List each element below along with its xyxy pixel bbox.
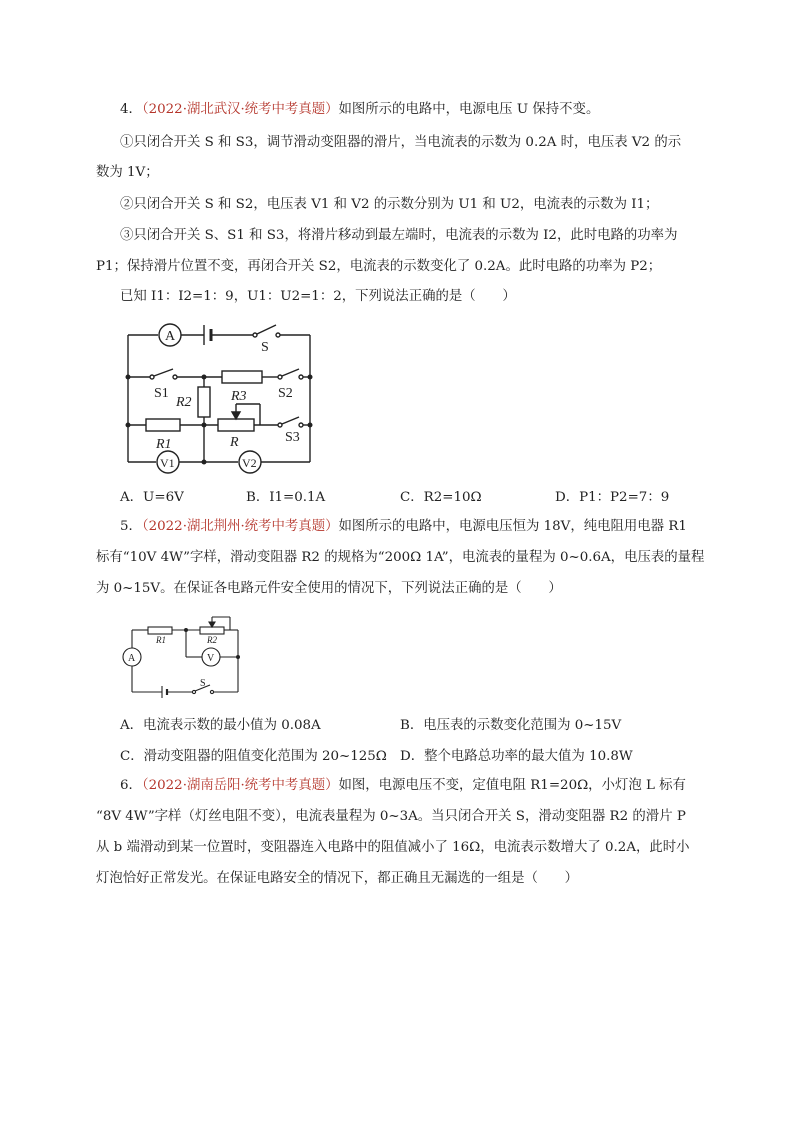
q5-circuit-diagram [120,612,246,698]
q4-line-1 [120,100,599,120]
q5-line-2: 标有“10V 4W”字样，滑动变阻器 R2 的规格为“200Ω 1A”，电流表的量程为 0~0.6A，电压表的量程 [96,550,705,565]
q4-condition-3a: ③只闭合开关 S、S1 和 S3，将滑片移动到最左端时，电流表的示数为 I2，此时电路的功率为 [120,228,678,243]
q5-r1-label: R1 [156,635,166,645]
q4-switch-s1-label: S1 [154,386,169,401]
q6-source: （2022·湖南岳阳·统考中考真题） [141,778,339,793]
q5-switch-label: S [200,678,206,689]
q6-text-1: 如图，电源电压不变，定值电阻 R1=20Ω，小灯泡 L 标有 [338,778,686,793]
q4-r-label: R [230,435,239,450]
q6-line-1 [120,776,686,796]
q5-r2-label: R2 [207,635,217,645]
q5-line-3: 为 0~15V。在保证各电路元件安全使用的情况下，下列说法正确的是（ ） [96,581,562,596]
q5-option-d[interactable]: D．整个电路总功率的最大值为 10.8W [400,749,633,764]
q4-source: （2022·湖北武汉·统考中考真题） [141,102,339,117]
q5-number: 5． [120,519,142,534]
q5-option-a[interactable]: A．电流表示数的最小值为 0.08A [120,718,321,733]
q4-condition-1a: ①只闭合开关 S 和 S3，调节滑动变阻器的滑片，当电流表的示数为 0.2A 时，电压表 V2 的示 [120,135,682,150]
q5-line-1 [120,517,687,537]
q4-r1-label: R1 [156,437,172,452]
q6-line-2: “8V 4W”字样（灯丝电阻不变），电流表量程为 0~3A。当只闭合开关 S，滑动变阻器 R2 的滑片 P [96,809,686,824]
q5-source: （2022·湖北荆州·统考中考真题） [141,519,339,534]
q5-text-1: 如图所示的电路中，电源电压恒为 18V，纯电阻用电器 R1 [338,519,687,534]
q4-option-d[interactable]: D．P1：P2=7：9 [555,490,670,505]
q4-option-b[interactable]: B．I1=0.1A [246,490,326,505]
q6-line-4: 灯泡恰好正常发光。在保证电路安全的情况下，都正确且无漏选的一组是（ ） [96,871,579,886]
q5-voltmeter-label: V [207,653,215,664]
q4-known: 已知 I1：I2=1：9，U1：U2=1：2，下列说法正确的是（ ） [120,289,516,304]
q5-option-b[interactable]: B．电压表的示数变化范围为 0~15V [400,718,622,733]
q4-v2-label: V2 [242,456,257,470]
q4-switch-s-label: S [261,340,269,355]
q4-number: 4． [120,102,142,117]
q4-condition-2: ②只闭合开关 S 和 S2，电压表 V1 和 V2 的示数分别为 U1 和 U2，电流表的示数为 I1； [120,197,659,212]
q4-condition-1b: 数为 1V； [96,165,159,180]
q4-condition-3b: P1；保持滑片位置不变，再闭合开关 S2，电流表的示数变化了 0.2A。此时电路的功率为 P2； [96,259,662,274]
q4-stem: 如图所示的电路中，电源电压 U 保持不变。 [338,102,600,117]
q4-r3-label: R3 [231,389,247,404]
q4-r2-label: R2 [176,395,192,410]
q4-switch-s2-label: S2 [278,386,293,401]
q4-option-a[interactable]: A．U=6V [120,490,184,505]
q6-line-3: 从 b 端滑动到某一位置时，变阻器连入电路中的阻值减小了 16Ω，电流表示数增大了 0.2A，此时小 [96,840,690,855]
q4-switch-s3-label: S3 [285,430,300,445]
q4-option-c[interactable]: C．R2=10Ω [400,490,482,505]
q6-number: 6． [120,778,142,793]
q4-circuit-diagram [118,318,328,476]
q5-option-c[interactable]: C．滑动变阻器的阻值变化范围为 20~125Ω [120,749,387,764]
q5-ammeter-label: A [128,653,136,664]
q4-v1-label: V1 [160,456,175,470]
q4-ammeter-label: A [165,329,176,344]
